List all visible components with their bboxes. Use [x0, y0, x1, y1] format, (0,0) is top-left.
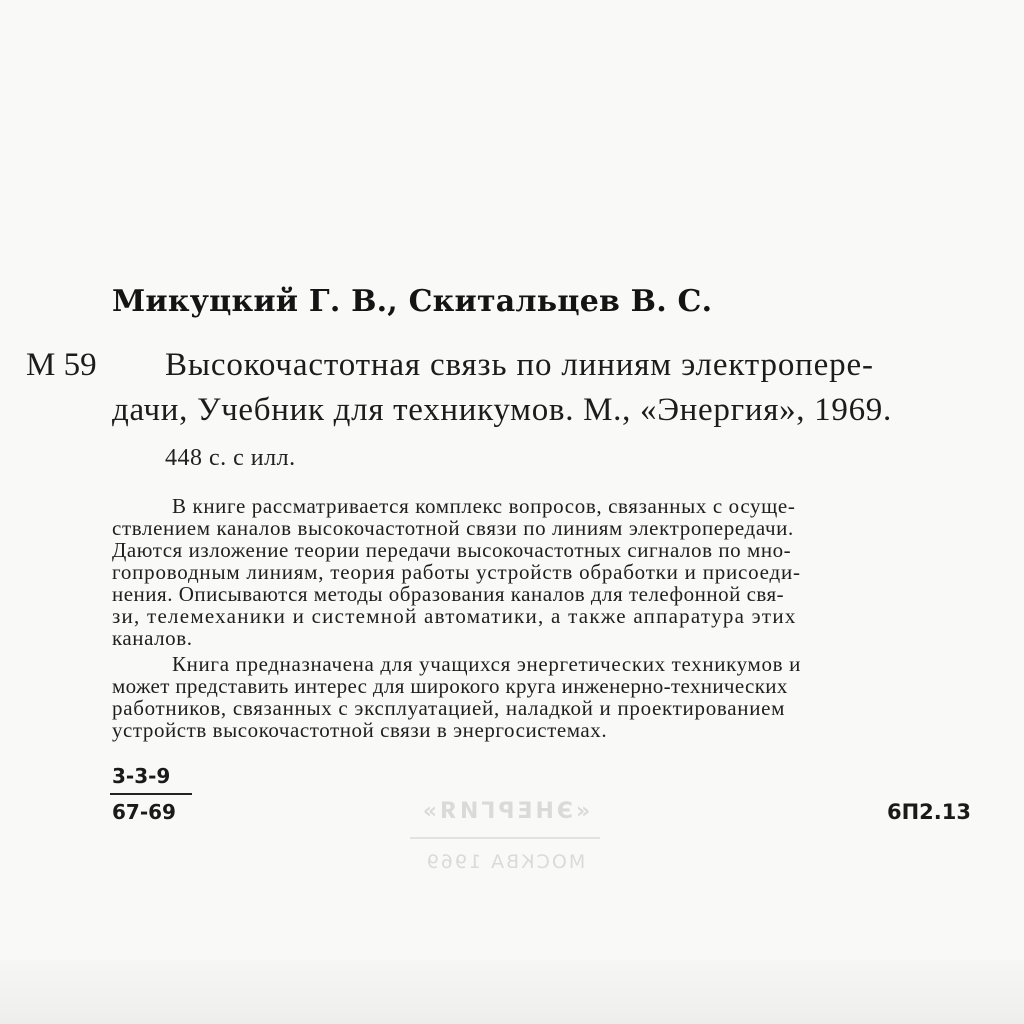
abstract-line: Даются изложение теории передачи высокочастотных сигналов по мно- [112, 538, 792, 562]
abstract-line: устройств высокочастотной связи в энергосистемах. [112, 718, 608, 742]
abstract-line: зи, телемеханики и системной автоматики, а также аппаратура этих [112, 604, 797, 628]
abstract-line: ствлением каналов высокочастотной связи по линиям электропередачи. [112, 516, 794, 540]
abstract-line: нения. Описываются методы образования каналов для телефонной свя- [112, 582, 785, 606]
abstract-line: может представить интерес для широкого круга инженерно-технических [112, 674, 788, 698]
catalog-code: М 59 [26, 347, 97, 383]
abstract-line: гопроводным линиям, теория работы устройств обработки и присоеди- [112, 560, 801, 584]
bbk-numerator: 3-3-9 [112, 764, 171, 788]
title-line-2: дачи, Учебник для техникумов. М., «Энергия», 1969. [112, 392, 892, 428]
publisher-stamp-watermark [380, 770, 630, 900]
bbk-fraction-rule [110, 793, 192, 795]
bbk-denominator: 67-69 [112, 800, 176, 824]
page-count: 448 с. с илл. [165, 445, 296, 471]
abstract-line: В книге рассматривается комплекс вопросов, связанных с осуще- [172, 494, 796, 518]
abstract-line: работников, связанных с эксплуатацией, наладкой и проектированием [112, 696, 786, 720]
page-bottom-shade [0, 960, 1024, 1024]
abstract-line: каналов. [112, 626, 193, 650]
udc-index: 6П2.13 [887, 800, 971, 824]
abstract-line: Книга предназначена для учащихся энергетических техникумов и [172, 652, 801, 676]
authors-heading: Микуцкий Г. В., Скитальцев В. С. [112, 284, 713, 319]
title-line-1: Высокочастотная связь по линиям электропере- [165, 347, 874, 383]
stamp-city-year-text: МОСКВА 1969 [424, 851, 586, 873]
stamp-publisher-text: «ЭНЕРГИЯ» [419, 799, 591, 824]
